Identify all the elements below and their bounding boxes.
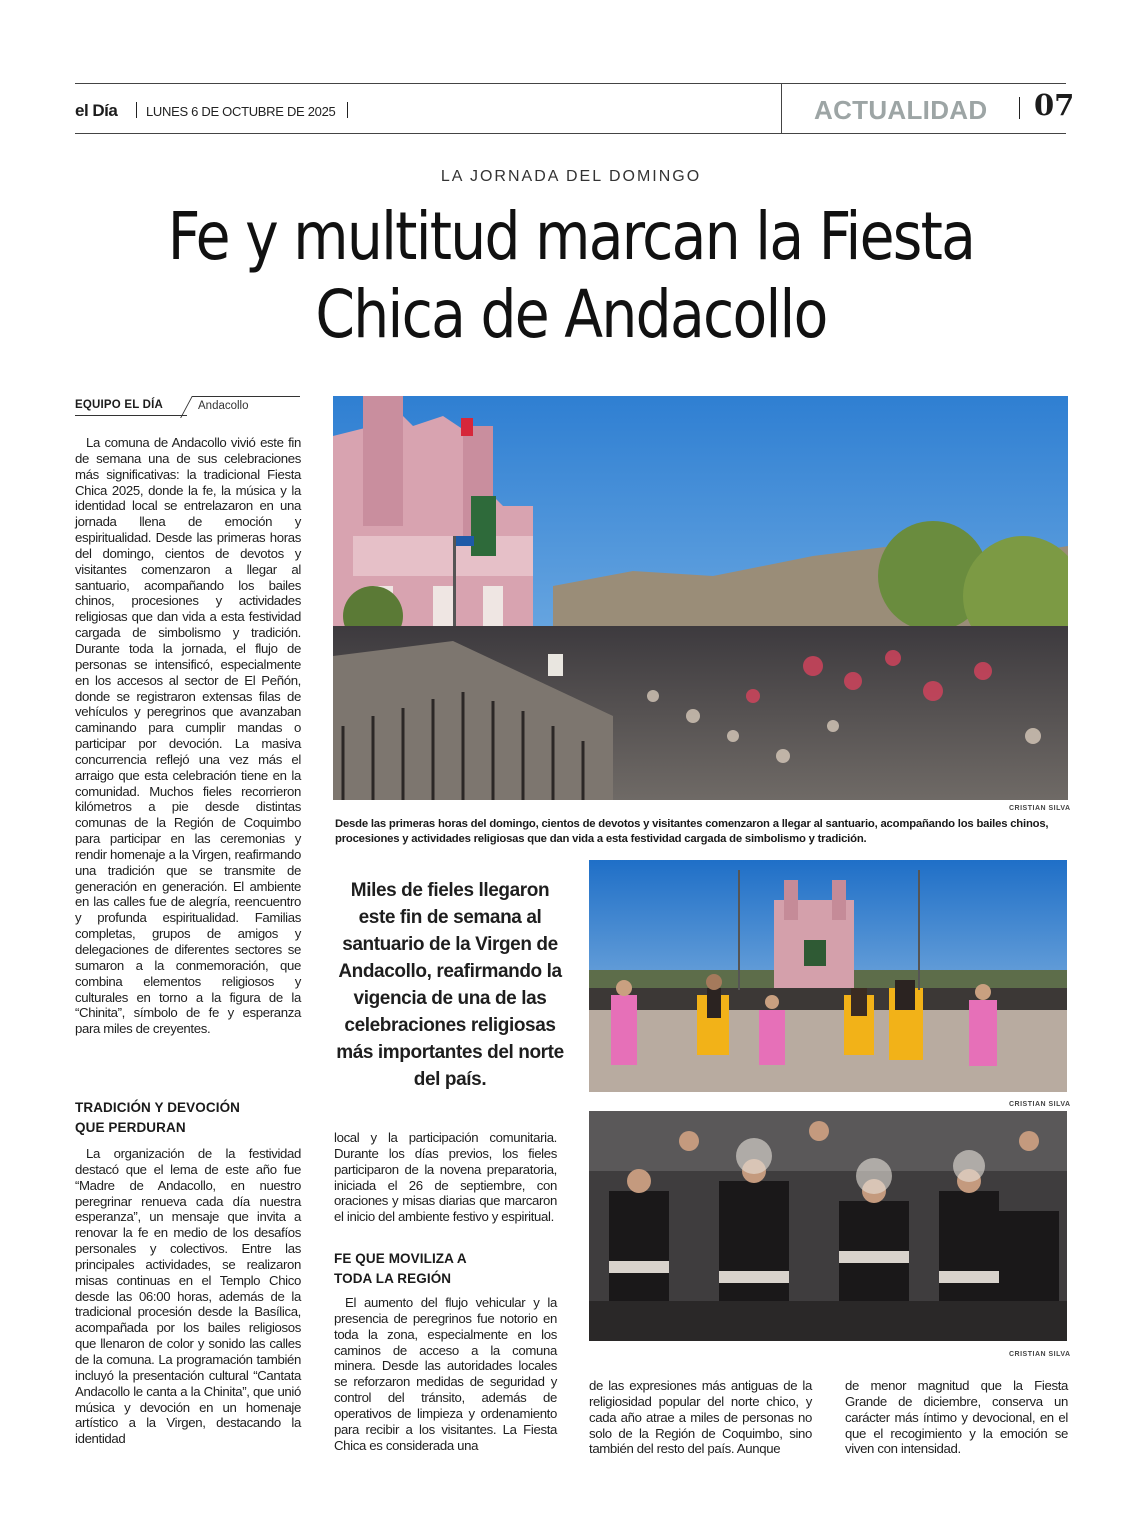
photo-dancers-crowd xyxy=(589,1111,1067,1341)
article-paragraph: La comuna de Andacollo vivió este fin de semana una de sus celebraciones más significativas: la tradicional Fiesta Chica 2025, donde la fe, la música y la identidad local se entrelazaron en una jornada llena de emoción y espiritualidad. Desde las primeras horas del domingo, cientos de devotos y visitantes comenzaron a llegar al santuario, acompañando los bailes chinos, procesiones y actividades religiosas que dan vida a esta festividad cargada de simbolismo y tradición. Durante toda la jornada, el flujo de personas se intensificó, especialmente en los accesos al sector de El Peñón, donde se registraron extensas filas de vehículos y peregrinos que avanzaban caminando para cumplir mandas o participar por devoción. La masiva concurrencia reflejó una vez más el arraigo que esta celebración tiene en la comunidad. Muchos fieles recorrieron kilómetros a pie desde distintas comunas de la Región de Coquimbo para participar en las ceremonias y rendir homenaje a la Virgen, reafirmando una tradición que se transmite de generación en generación. El ambiente en las calles fue de alegría, reencuentro y profunda espiritualidad. Familias completas, grupos de amigos y delegaciones de diferentes sectores se sumaron a la conmemoración, que combina elementos religiosos y culturales en torno a la figura de la “Chinita”, símbolo de fe y esperanza para miles de creyentes. xyxy=(75,435,301,1037)
masthead-pipe xyxy=(136,102,137,118)
masthead-bottom-rule xyxy=(75,133,1066,134)
masthead-divider xyxy=(781,84,782,133)
article-headline: Fe y multitud marcan la Fiesta Chica de Andacollo xyxy=(167,198,975,353)
article-paragraph: La organización de la festividad destacó que el lema de este año fue “Madre de Andacollo, en nuestro peregrinar renueva cada día nuestra esperanza”, un mensaje que invita a renovar la fe en medio de los desafíos personales y colectivos. Entre las principales actividades, se realizaron misas continuas en el Templo Chico desde las 06:00 horas, además de la tradicional procesión desde la Basílica, acompañada por los bailes religiosos que llenaron de color y sonido las calles de la comuna. La programación también incluyó la presentación cultural “Cantata Andacollo le canta a la Chinita”, que unió música y devoción en un homenaje artístico a la Virgen, destacando la identidad xyxy=(75,1146,301,1447)
photo-credit: CRISTIAN SILVA xyxy=(1009,805,1071,812)
pull-quote: Miles de fieles llegaron este fin de semana al santuario de la Virgen de Andacollo, reafirmando la vigencia de una de las celebraciones religiosas más importantes del norte del país. xyxy=(336,880,564,1090)
photo-credit: CRISTIAN SILVA xyxy=(1009,1101,1071,1108)
byline-rule xyxy=(75,415,187,416)
subhead-tradicion xyxy=(75,1098,240,1138)
article-paragraph: local y la participación comunitaria. Durante los días previos, los fieles participaron de la novena preparatoria, iniciada el 26 de septiembre, con oraciones y misas diarias que marcaron el inicio del ambiente festivo y espiritual. xyxy=(334,1130,557,1225)
masthead-top-rule xyxy=(75,83,1066,84)
subhead-line: TODA LA REGIÓN xyxy=(334,1271,452,1286)
article-byline: EQUIPO EL DÍA xyxy=(75,399,164,411)
page-number: 07 xyxy=(1034,88,1075,122)
main-photo-caption: Desde las primeras horas del domingo, cientos de devotos y visitantes comenzaron a llegar al santuario, acompañando los bailes chinos, procesiones y actividades religiosas que dan vida a esta festividad cargada de simbolismo y tradición. xyxy=(335,818,1049,845)
article-paragraph: de las expresiones más antiguas de la religiosidad popular del norte chico, y cada año atrae a miles de personas no solo de la Región de Coquimbo, sino también del resto del país. Aunque xyxy=(589,1378,812,1457)
article-paragraph: de menor magnitud que la Fiesta Grande de diciembre, conserva un carácter más íntimo y devocional, en el que el recogimiento y la emoción se viven con intensidad. xyxy=(845,1378,1068,1457)
photo-dancers xyxy=(589,860,1067,1092)
article-location: Andacollo xyxy=(198,400,249,412)
article-column-4 xyxy=(845,1378,1068,1457)
article-column-3 xyxy=(589,1378,812,1457)
masthead-pipe xyxy=(1019,97,1020,119)
article-kicker: LA JORNADA DEL DOMINGO xyxy=(440,168,702,185)
subhead-line: FE QUE MOVILIZA A xyxy=(334,1251,467,1266)
subhead-line: TRADICIÓN Y DEVOCIÓN xyxy=(75,1100,241,1115)
article-column-1b xyxy=(75,1146,301,1447)
article-paragraph: El aumento del flujo vehicular y la presencia de peregrinos fue notorio en toda la zona, especialmente en los caminos de acceso a la comuna minera. Desde las autoridades locales se reforzaron medidas de seguridad y control del tránsito, además de operativos de limpieza y ordenamiento para recibir a los visitantes. La Fiesta Chica es considerada una xyxy=(334,1295,557,1453)
crowd-photo-illustration xyxy=(589,1111,1067,1341)
newspaper-brand: el Día xyxy=(75,101,118,120)
main-photo-illustration xyxy=(333,396,1068,800)
article-column-1 xyxy=(75,435,301,1037)
main-photo-sanctuary-crowd xyxy=(333,396,1068,800)
masthead-pipe xyxy=(347,102,348,118)
dancers-photo-illustration xyxy=(589,860,1067,1092)
article-column-2 xyxy=(334,1130,557,1225)
subhead-fe xyxy=(334,1249,467,1289)
issue-date: LUNES 6 DE OCTUBRE DE 2025 xyxy=(146,104,336,119)
photo-credit: CRISTIAN SILVA xyxy=(1009,1351,1071,1358)
subhead-line: QUE PERDURAN xyxy=(75,1120,186,1135)
section-name: ACTUALIDAD xyxy=(814,95,988,125)
byline-rule xyxy=(192,396,300,397)
article-column-2b xyxy=(334,1295,557,1453)
